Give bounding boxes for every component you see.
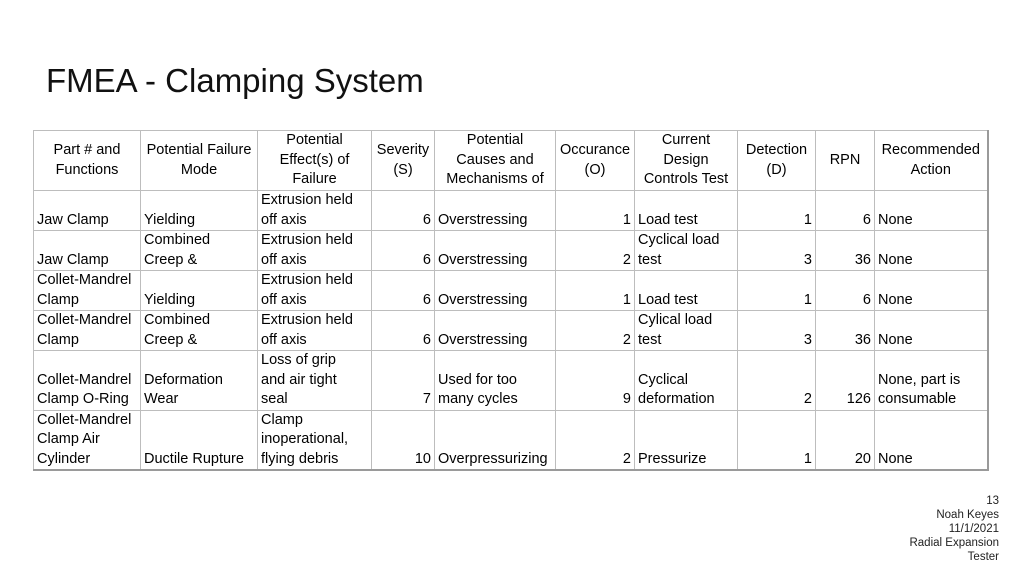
column-header-detection: Detection (D)	[738, 131, 816, 191]
cell-causes: Overstressing	[435, 191, 556, 231]
cell-occurance: 2	[556, 410, 635, 470]
slide-footer	[909, 494, 999, 564]
table-header-row	[34, 131, 988, 191]
footer-author: Noah Keyes	[936, 509, 999, 521]
cell-rpn: 126	[816, 351, 875, 411]
cell-detection: 3	[738, 311, 816, 351]
cell-failure-mode: Yielding	[141, 191, 258, 231]
cell-recommended-action: None, part is consumable	[875, 351, 988, 411]
cell-part-function: Collet-Mandrel Clamp Air Cylinder	[34, 410, 141, 470]
cell-causes: Used for too many cycles	[435, 351, 556, 411]
cell-design-controls: Pressurize	[635, 410, 738, 470]
cell-failure-mode: Deformation Wear	[141, 351, 258, 411]
cell-rpn: 6	[816, 191, 875, 231]
cell-causes: Overstressing	[435, 271, 556, 311]
column-header-rpn: RPN	[816, 131, 875, 191]
column-header-occurance: Occurance (O)	[556, 131, 635, 191]
table-row	[34, 311, 988, 351]
cell-severity: 10	[372, 410, 435, 470]
column-header-causes: Potential Causes and Mechanisms of	[435, 131, 556, 191]
table-row	[34, 410, 988, 470]
cell-detection: 1	[738, 191, 816, 231]
cell-severity: 6	[372, 271, 435, 311]
cell-occurance: 2	[556, 311, 635, 351]
cell-design-controls: Load test	[635, 271, 738, 311]
cell-failure-effect: Clamp inoperational, flying debris	[258, 410, 372, 470]
column-header-design-controls: Current Design Controls Test	[635, 131, 738, 191]
cell-failure-mode: Combined Creep &	[141, 231, 258, 271]
cell-recommended-action: None	[875, 231, 988, 271]
cell-failure-effect: Extrusion held off axis	[258, 311, 372, 351]
cell-failure-effect: Extrusion held off axis	[258, 271, 372, 311]
table-row	[34, 271, 988, 311]
cell-part-function: Collet-Mandrel Clamp	[34, 311, 141, 351]
cell-failure-effect: Extrusion held off axis	[258, 191, 372, 231]
column-header-recommended-action: Recommended Action	[875, 131, 988, 191]
cell-design-controls: Cylical load test	[635, 311, 738, 351]
cell-design-controls: Load test	[635, 191, 738, 231]
cell-occurance: 1	[556, 271, 635, 311]
cell-occurance: 9	[556, 351, 635, 411]
page-number: 13	[986, 495, 999, 507]
cell-detection: 1	[738, 410, 816, 470]
cell-detection: 1	[738, 271, 816, 311]
cell-part-function: Collet-Mandrel Clamp O-Ring	[34, 351, 141, 411]
cell-severity: 6	[372, 231, 435, 271]
footer-project-cont: Tester	[967, 551, 999, 563]
cell-recommended-action: None	[875, 311, 988, 351]
cell-failure-effect: Loss of grip and air tight seal	[258, 351, 372, 411]
footer-date: 11/1/2021	[948, 523, 999, 535]
footer-project: Radial Expansion	[909, 537, 999, 549]
cell-failure-mode: Yielding	[141, 271, 258, 311]
cell-rpn: 20	[816, 410, 875, 470]
cell-recommended-action: None	[875, 410, 988, 470]
cell-design-controls: Cyclical deformation	[635, 351, 738, 411]
cell-part-function: Jaw Clamp	[34, 231, 141, 271]
fmea-table	[33, 130, 989, 471]
cell-failure-effect: Extrusion held off axis	[258, 231, 372, 271]
column-header-part-function: Part # and Functions	[34, 131, 141, 191]
slide-title: FMEA - Clamping System	[46, 62, 424, 99]
table-row	[34, 191, 988, 231]
cell-part-function: Collet-Mandrel Clamp	[34, 271, 141, 311]
column-header-severity: Severity (S)	[372, 131, 435, 191]
column-header-failure-mode: Potential Failure Mode	[141, 131, 258, 191]
table-row	[34, 351, 988, 411]
cell-severity: 6	[372, 311, 435, 351]
cell-rpn: 36	[816, 311, 875, 351]
cell-causes: Overstressing	[435, 311, 556, 351]
cell-design-controls: Cyclical load test	[635, 231, 738, 271]
column-header-failure-effect: Potential Effect(s) of Failure	[258, 131, 372, 191]
cell-severity: 6	[372, 191, 435, 231]
cell-occurance: 1	[556, 191, 635, 231]
table-row	[34, 231, 988, 271]
cell-occurance: 2	[556, 231, 635, 271]
cell-failure-mode: Ductile Rupture	[141, 410, 258, 470]
cell-causes: Overstressing	[435, 231, 556, 271]
cell-part-function: Jaw Clamp	[34, 191, 141, 231]
cell-rpn: 6	[816, 271, 875, 311]
cell-causes: Overpressurizing	[435, 410, 556, 470]
cell-detection: 2	[738, 351, 816, 411]
cell-recommended-action: None	[875, 191, 988, 231]
cell-rpn: 36	[816, 231, 875, 271]
cell-detection: 3	[738, 231, 816, 271]
cell-recommended-action: None	[875, 271, 988, 311]
cell-failure-mode: Combined Creep &	[141, 311, 258, 351]
cell-severity: 7	[372, 351, 435, 411]
